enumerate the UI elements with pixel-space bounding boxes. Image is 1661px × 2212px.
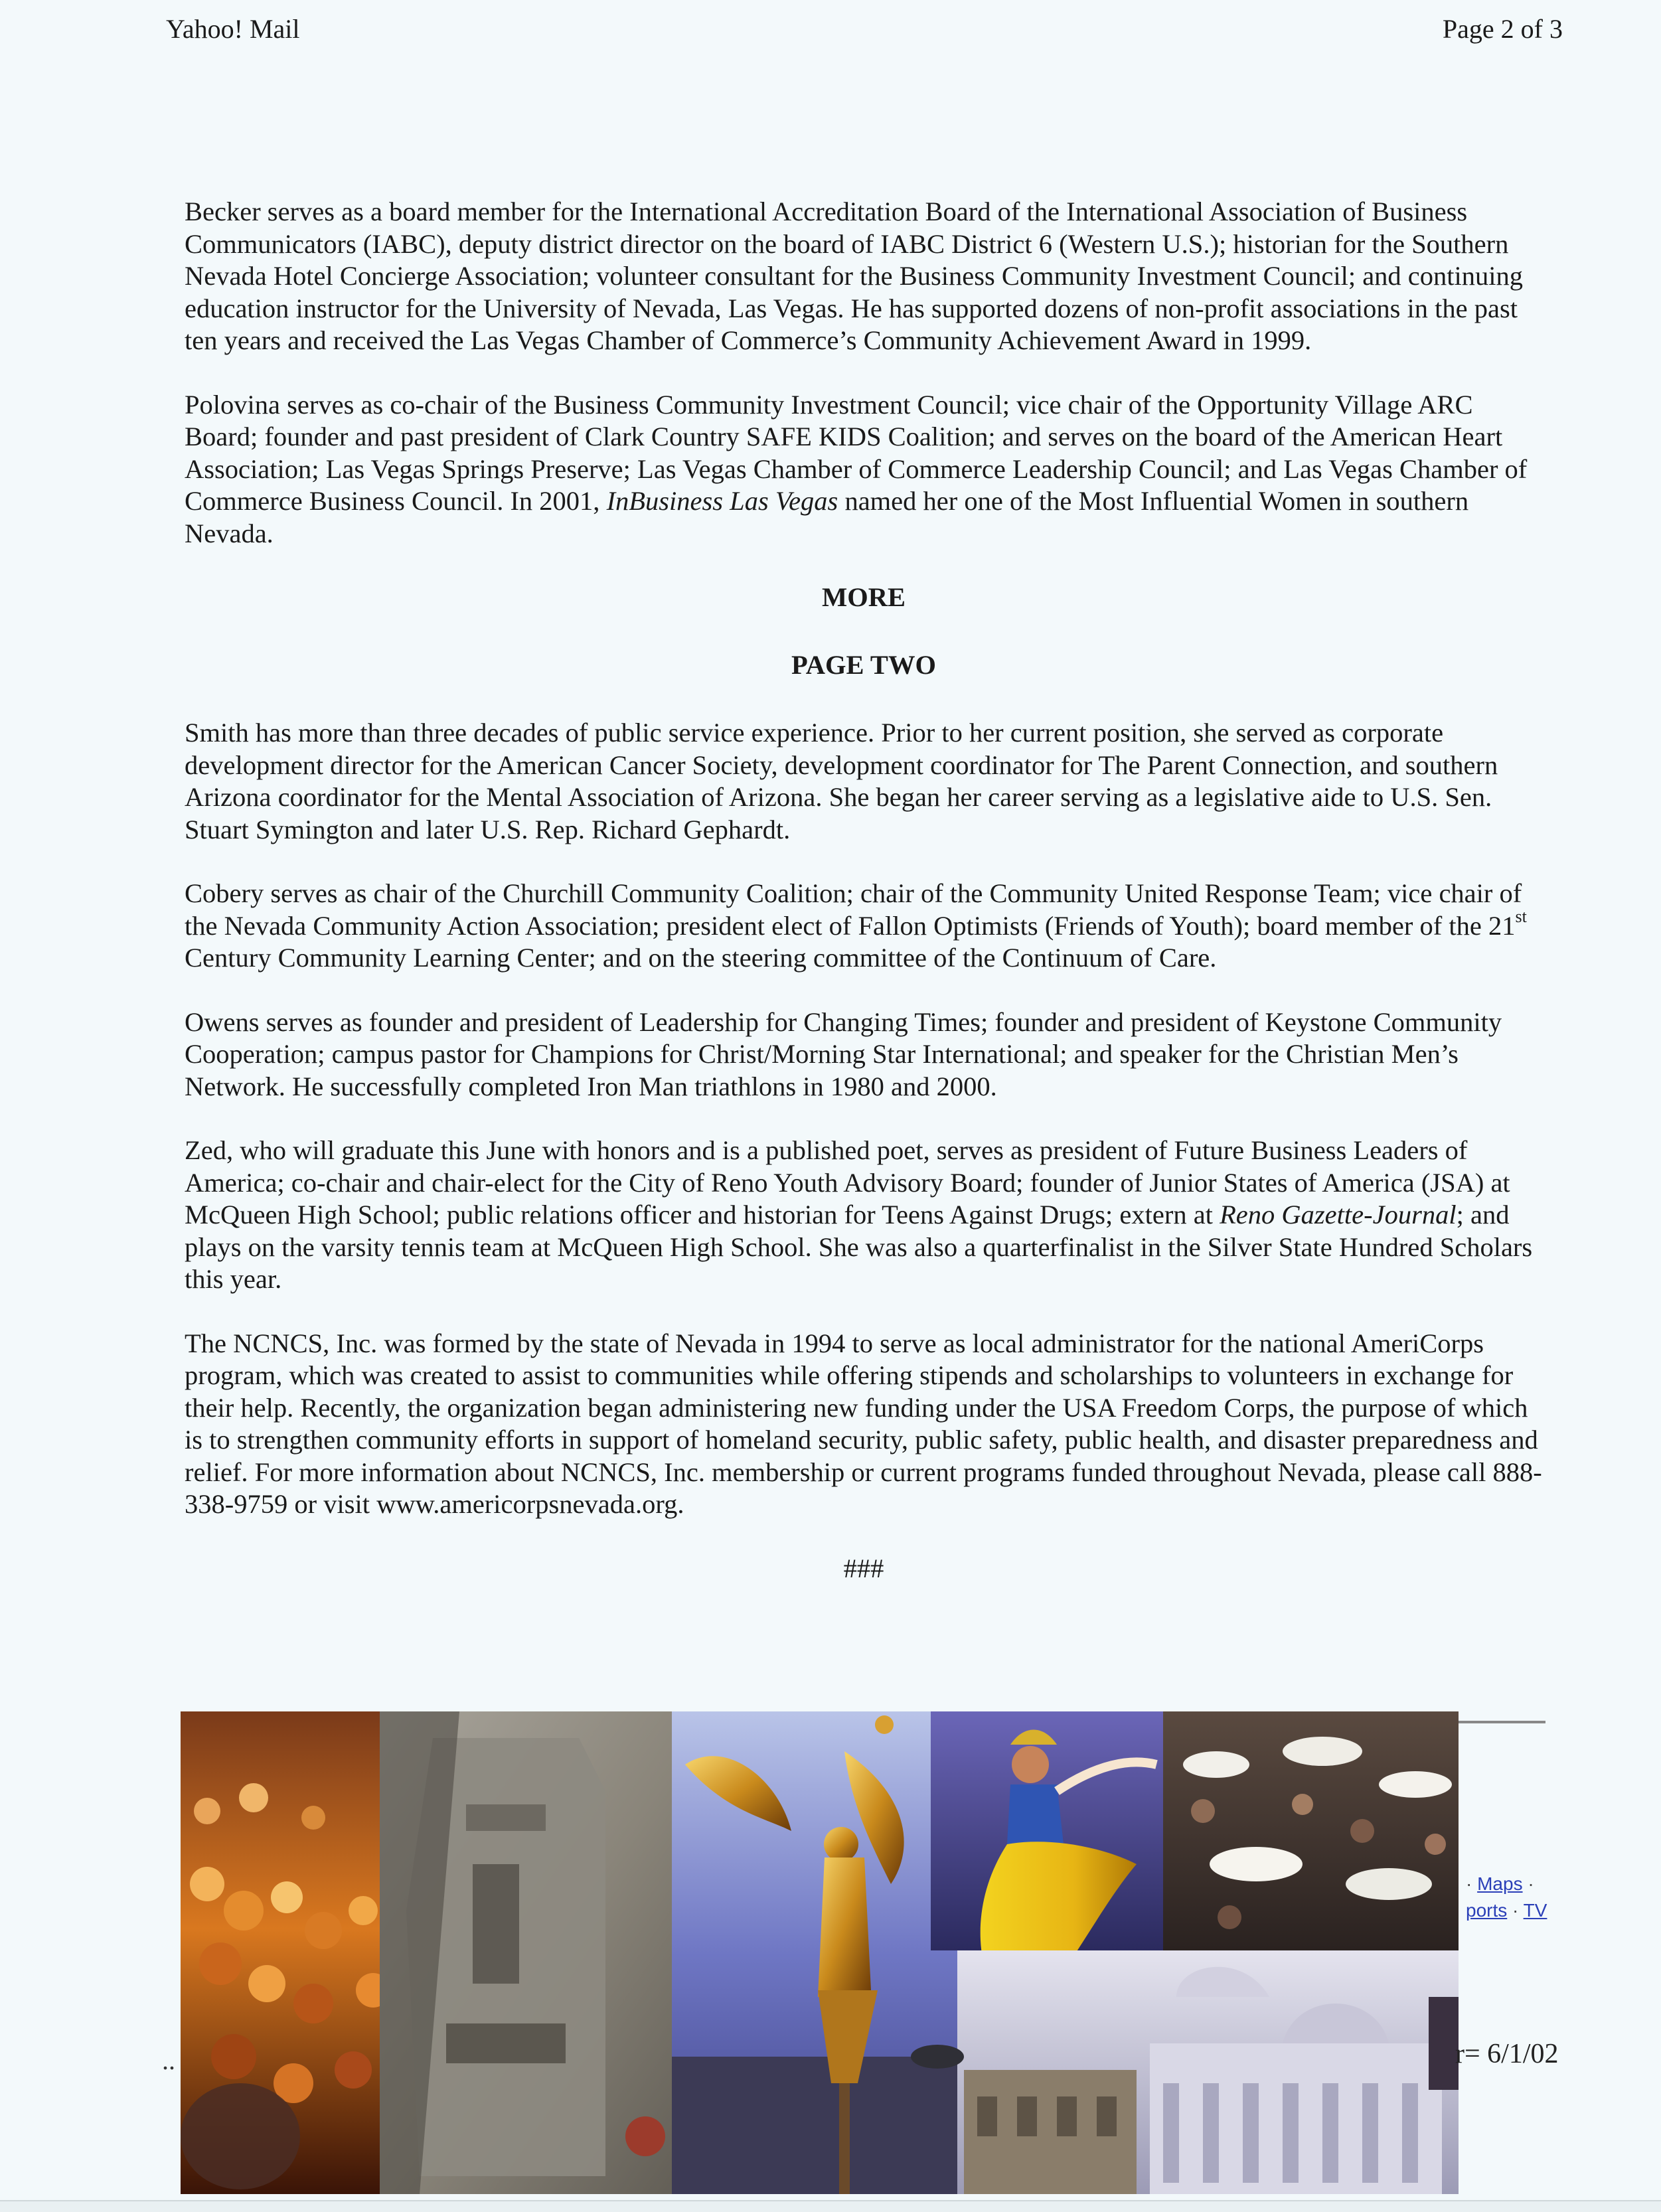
page-two-heading: PAGE TWO xyxy=(791,650,936,680)
stone-brow xyxy=(466,1804,546,1831)
publication-title: InBusiness Las Vegas xyxy=(606,486,838,516)
more-heading: MORE xyxy=(822,582,906,612)
message-body xyxy=(185,196,1543,1584)
stone-mouth xyxy=(446,2023,566,2063)
stone-nose xyxy=(473,1864,519,1984)
ordinal-suffix: st xyxy=(1515,907,1527,926)
paragraph-polovina xyxy=(185,389,1543,550)
polovina-text-2: named her one of the Most Influential Women in southern Nevada. xyxy=(185,486,1469,548)
paragraph-smith: Smith has more than three decades of public service experience. Prior to her current position, she served as corporate development director for the American Cancer Society, development coordinator for The Parent Connection, and southern Arizona coordinator for the Mental Association of Arizona. She began her career serving as a legislative aide to U.S. Sen. Stuart Symington and later U.S. Rep. Richard Gephardt. xyxy=(185,718,1498,844)
cobery-text-1: Cobery serves as chair of the Churchill Community Coalition; chair of the Community United Response Team; vice chair of the Nevada Community Action Association; president elect of Fallon Optimists (Friends of Youth); board member of the 21 xyxy=(185,878,1522,941)
pedestrian-figure xyxy=(1429,1997,1459,2090)
end-of-release-mark: ### xyxy=(843,1553,884,1583)
maps-link[interactable]: Maps xyxy=(1477,1873,1523,1894)
paragraph-zed xyxy=(185,1135,1543,1296)
link-separator: · xyxy=(1512,1900,1519,1921)
nav-link-row-2 xyxy=(1466,1897,1547,1924)
polovina-text-1: Polovina serves as co-chair of the Business Community Investment Council; vice chair of the Opportunity Village ARC Board; founder and past president of Clark Country SAFE KIDS Coalition; and serves on the board of the American Heart Association; Las Vegas Springs Preserve; Las Vegas Chamber of Commerce Leadership Council; and Las Vegas Chamber of Commerce Business Council. In 2001, xyxy=(185,389,1528,516)
newspaper-title: Reno Gazette-Journal xyxy=(1220,1200,1457,1229)
stone-detail-red xyxy=(625,2116,665,2156)
sports-link[interactable]: ports xyxy=(1466,1900,1508,1921)
zed-text-1: Zed, who will graduate this June with honors and is a published poet, serves as president of Future Business Leaders of America; co-chair and chair-elect for the City of Reno Youth Advisory Board; founder of Junior States of America (JSA) at McQueen High School; public relations officer and historian for Teens Against Drugs; extern at xyxy=(185,1135,1510,1229)
footer-date: r= 6/1/02 xyxy=(1455,2039,1559,2069)
header-app-name: Yahoo! Mail xyxy=(166,14,300,44)
divider-line xyxy=(1458,1721,1545,1723)
tv-link[interactable]: TV xyxy=(1523,1900,1547,1921)
link-separator: · xyxy=(1528,1873,1534,1894)
header-page-indicator: Page 2 of 3 xyxy=(1442,14,1563,44)
helicopter-shape xyxy=(911,2045,964,2069)
nav-link-row-1 xyxy=(1466,1871,1547,1897)
paragraph-ncncs: The NCNCS, Inc. was formed by the state of Nevada in 1994 to serve as local administrator for the national AmeriCorps program, which was created to assist to communities while offering stipends and scholarships to volunteers in exchange for their help. Recently, the organization began administering new funding under the USA Freedom Corps, the purpose of which is to strengthen community efforts in support of homeland security, public safety, public health, and disaster preparedness and relief. For more information about NCNCS, Inc. membership or current programs funded throughout Nevada, please call 888-338-9759 or visit www.americorpsnevada.org. xyxy=(185,1328,1542,1519)
paragraph-owens: Owens serves as founder and president of Leadership for Changing Times; founder and president of Keystone Community Cooperation; campus pastor for Champions for Christ/Morning Star International; and speaker for the Christian Men’s Network. He successfully completed Iron Man triathlons in 1980 and 2000. xyxy=(185,1006,1502,1101)
zed-text-2: ; and plays on the varsity tennis team at McQueen High School. She was also a quarterfinalist in the Silver State Hundred Scholars this year. xyxy=(185,1200,1533,1294)
paragraph-cobery xyxy=(185,878,1543,975)
primate-shape xyxy=(181,2083,300,2189)
yahoo-nav-links xyxy=(1466,1871,1547,1924)
cobery-text-2: Century Community Learning Center; and on the steering committee of the Continuum of Care. xyxy=(185,943,1217,973)
page-bottom-edge xyxy=(0,2200,1661,2212)
collage-image xyxy=(181,1711,1459,2194)
link-separator: · xyxy=(1466,1873,1472,1894)
paragraph-becker: Becker serves as a board member for the International Accreditation Board of the International Association of Business Communicators (IABC), deputy district director on the board of IABC District 6 (Western U.S.); historian for the Southern Nevada Hotel Concierge Association; volunteer consultant for the Business Community Investment Council; and continuing education instructor for the University of Nevada, Las Vegas. He has supported dozens of non-profit associations in the past ten years and received the Las Vegas Chamber of Commerce’s Community Achievement Award in 1999. xyxy=(185,197,1524,355)
city-skyline xyxy=(672,2057,957,2194)
footer-truncated-text: .. xyxy=(162,2045,175,2075)
photo-collage-banner xyxy=(181,1711,1459,2194)
